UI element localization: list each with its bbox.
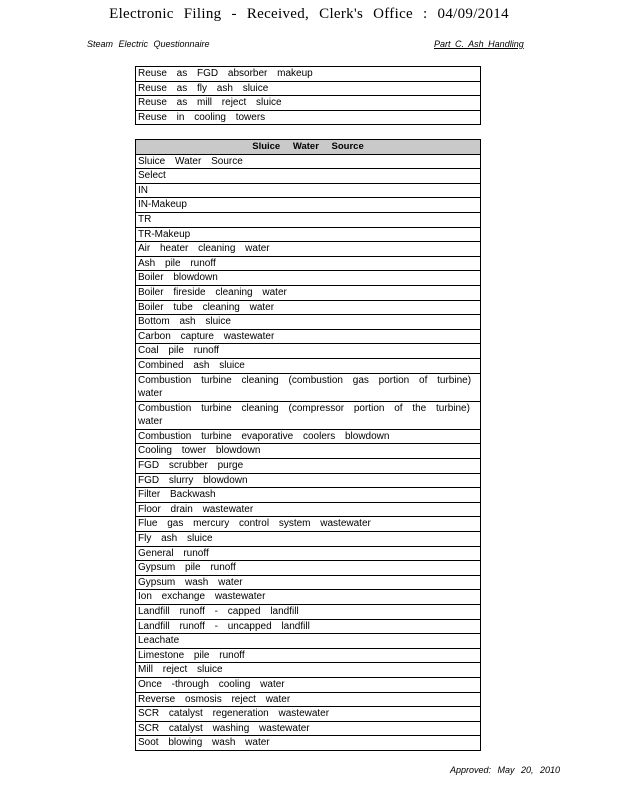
table-cell: Ash pile runoff bbox=[136, 256, 481, 271]
table-row bbox=[136, 329, 481, 344]
table-cell: Boiler tube cleaning water bbox=[136, 300, 481, 315]
table-row bbox=[136, 517, 481, 532]
reuse-table bbox=[135, 66, 481, 125]
table-cell: Limestone pile runoff bbox=[136, 648, 481, 663]
section-title: Part C. Ash Handling bbox=[434, 39, 524, 49]
table-cell: Landfill runoff - uncapped landfill bbox=[136, 619, 481, 634]
table-row bbox=[136, 154, 481, 169]
table-row bbox=[136, 677, 481, 692]
table-row bbox=[136, 110, 481, 125]
table-cell: Gypsum wash water bbox=[136, 575, 481, 590]
table-row bbox=[136, 401, 481, 429]
table-cell: Reuse as fly ash sluice bbox=[136, 81, 481, 96]
table-row bbox=[136, 473, 481, 488]
table-row bbox=[136, 721, 481, 736]
table-row bbox=[136, 67, 481, 82]
table-cell: Reuse as FGD absorber makeup bbox=[136, 67, 481, 82]
table-cell: Boiler fireside cleaning water bbox=[136, 285, 481, 300]
table-row bbox=[136, 619, 481, 634]
table-cell: Combustion turbine cleaning (compressor portion of the turbine) water bbox=[136, 401, 481, 429]
table-cell: Combustion turbine cleaning (combustion gas portion of turbine) water bbox=[136, 373, 481, 401]
table-row bbox=[136, 373, 481, 401]
table-row bbox=[136, 300, 481, 315]
table-cell: Floor drain wastewater bbox=[136, 502, 481, 517]
table-cell: Reuse as mill reject sluice bbox=[136, 96, 481, 111]
table-row bbox=[136, 271, 481, 286]
table-row bbox=[136, 546, 481, 561]
table-row bbox=[136, 532, 481, 547]
table-cell: Reuse in cooling towers bbox=[136, 110, 481, 125]
table-cell: Combustion turbine evaporative coolers blowdown bbox=[136, 429, 481, 444]
sluice-water-source-table bbox=[135, 139, 481, 751]
table-row bbox=[136, 183, 481, 198]
table-row bbox=[136, 459, 481, 474]
table-row bbox=[136, 648, 481, 663]
table-cell: Combined ash sluice bbox=[136, 358, 481, 373]
table-row bbox=[136, 344, 481, 359]
table-cell: SCR catalyst washing wastewater bbox=[136, 721, 481, 736]
table-cell: Boiler blowdown bbox=[136, 271, 481, 286]
table-row bbox=[136, 692, 481, 707]
table-row bbox=[136, 256, 481, 271]
table-row bbox=[136, 590, 481, 605]
table-cell: TR-Makeup bbox=[136, 227, 481, 242]
table-row bbox=[136, 358, 481, 373]
table-row bbox=[136, 663, 481, 678]
table-cell: IN bbox=[136, 183, 481, 198]
table-cell: FGD scrubber purge bbox=[136, 459, 481, 474]
table-row bbox=[136, 575, 481, 590]
table-cell: Leachate bbox=[136, 634, 481, 649]
table-cell: Once -through cooling water bbox=[136, 677, 481, 692]
table-cell: TR bbox=[136, 212, 481, 227]
table-cell: Cooling tower blowdown bbox=[136, 444, 481, 459]
table-cell: Air heater cleaning water bbox=[136, 242, 481, 257]
table-row bbox=[136, 169, 481, 184]
table-cell: Coal pile runoff bbox=[136, 344, 481, 359]
table-cell: Select bbox=[136, 169, 481, 184]
table-row bbox=[136, 605, 481, 620]
table-header-row bbox=[136, 140, 481, 155]
table-cell: SCR catalyst regeneration wastewater bbox=[136, 707, 481, 722]
table-row bbox=[136, 488, 481, 503]
table-row bbox=[136, 736, 481, 751]
table-cell: Bottom ash sluice bbox=[136, 315, 481, 330]
table-row bbox=[136, 429, 481, 444]
table-cell: Soot blowing wash water bbox=[136, 736, 481, 751]
table-row bbox=[136, 315, 481, 330]
table-cell: Mill reject sluice bbox=[136, 663, 481, 678]
questionnaire-title: Steam Electric Questionnaire bbox=[87, 39, 210, 49]
table-cell: Flue gas mercury control system wastewater bbox=[136, 517, 481, 532]
table-row bbox=[136, 285, 481, 300]
table-row bbox=[136, 96, 481, 111]
table-row bbox=[136, 212, 481, 227]
table-cell: FGD slurry blowdown bbox=[136, 473, 481, 488]
table-cell: Filter Backwash bbox=[136, 488, 481, 503]
table-cell: Fly ash sluice bbox=[136, 532, 481, 547]
table-cell: Landfill runoff - capped landfill bbox=[136, 605, 481, 620]
table-row bbox=[136, 502, 481, 517]
table-row bbox=[136, 707, 481, 722]
table-cell: Sluice Water Source bbox=[136, 154, 481, 169]
table-cell: General runoff bbox=[136, 546, 481, 561]
table-cell: Carbon capture wastewater bbox=[136, 329, 481, 344]
table-row bbox=[136, 242, 481, 257]
filing-stamp: Electronic Filing - Received, Clerk's Office : 04/09/2014 bbox=[109, 6, 509, 22]
table-header: Sluice Water Source bbox=[136, 140, 481, 155]
table-cell: Gypsum pile runoff bbox=[136, 561, 481, 576]
table-cell: IN-Makeup bbox=[136, 198, 481, 213]
approved-date: Approved: May 20, 2010 bbox=[450, 765, 561, 775]
table-row bbox=[136, 198, 481, 213]
table-row bbox=[136, 561, 481, 576]
table-cell: Reverse osmosis reject water bbox=[136, 692, 481, 707]
table-row bbox=[136, 81, 481, 96]
table-row bbox=[136, 634, 481, 649]
table-row bbox=[136, 227, 481, 242]
table-cell: Ion exchange wastewater bbox=[136, 590, 481, 605]
table-row bbox=[136, 444, 481, 459]
